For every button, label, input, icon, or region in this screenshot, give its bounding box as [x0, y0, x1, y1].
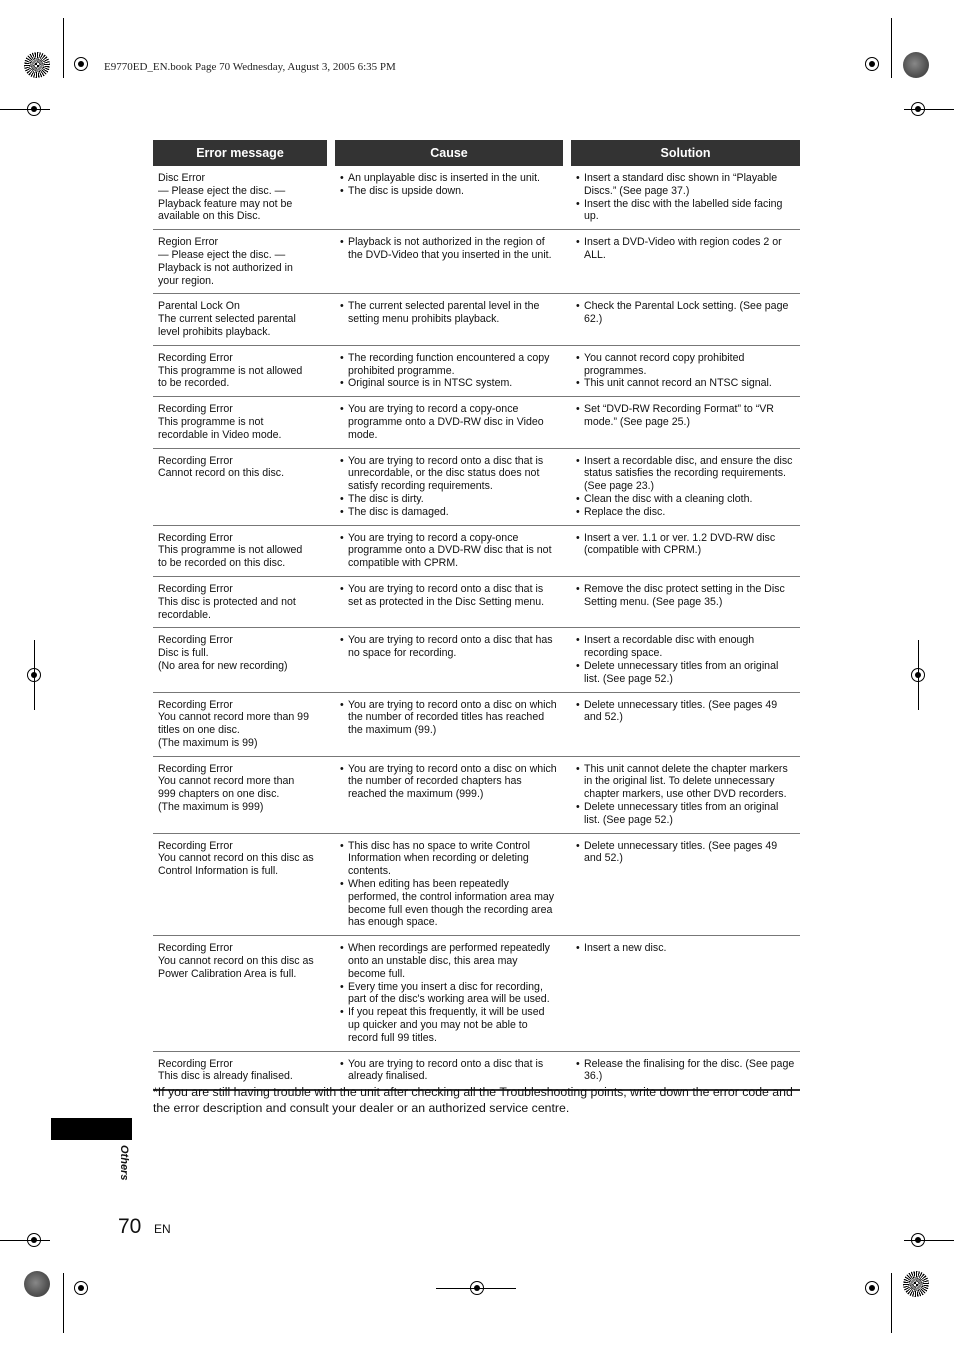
error-message-line: You cannot record more than 99	[158, 711, 309, 724]
crosshair-circle-icon	[860, 1276, 884, 1300]
error-message-line: (The maximum is 999)	[158, 801, 264, 814]
solution-item: • Replace the disc.	[576, 506, 795, 519]
solution-list	[576, 942, 795, 955]
crop-mark	[891, 18, 892, 78]
error-message-line: recordable in Video mode.	[158, 428, 282, 441]
solution-item: • Insert a recordable disc, and ensure the disc status satisfies the recording requirements. (See page 23.)	[576, 455, 795, 493]
error-message-line: Region Error	[158, 236, 219, 249]
solution-list	[576, 172, 795, 223]
error-message-line: This programme is not	[158, 415, 264, 428]
error-message-cell	[153, 230, 327, 294]
error-message-line: Recording Error	[158, 531, 233, 544]
section-label: Others	[118, 1145, 130, 1181]
error-message-line: 999 chapters on one disc.	[158, 788, 280, 801]
solution-item: • Delete unnecessary titles from an original list. (See page 52.)	[576, 660, 795, 686]
cause-item: • Original source is in NTSC system.	[340, 377, 558, 390]
solution-item: • Set “DVD-RW Recording Format” to “VR mode.” (See page 25.)	[576, 403, 795, 429]
column-header-cause: Cause	[335, 140, 563, 166]
cause-list	[340, 583, 558, 609]
solution-item: • Check the Parental Lock setting. (See page 62.)	[576, 300, 795, 326]
solution-cell	[571, 230, 800, 294]
cause-cell	[335, 833, 563, 936]
error-message-line: Recording Error	[158, 839, 233, 852]
cause-list	[340, 455, 558, 519]
solution-cell	[571, 576, 800, 627]
crop-mark	[891, 1273, 892, 1333]
solution-list	[576, 699, 795, 725]
error-message-line: Recording Error	[158, 942, 233, 955]
cause-item: • Every time you insert a disc for recording, part of the disc's working area will be used.	[340, 981, 558, 1007]
solution-cell	[571, 345, 800, 396]
solution-list	[576, 532, 795, 558]
cause-cell	[335, 397, 563, 448]
cause-item: • You are trying to record onto a disc on which the number of recorded chapters has reached the maximum (999.)	[340, 763, 558, 801]
error-message-cell	[153, 294, 327, 345]
cause-item: • The current selected parental level in the setting menu prohibits playback.	[340, 300, 558, 326]
error-message-line: Cannot record on this disc.	[158, 467, 285, 480]
error-message-cell	[153, 397, 327, 448]
error-message-line: to be recorded on this disc.	[158, 557, 286, 570]
error-message-line: You cannot record on this disc as	[158, 955, 314, 968]
solution-item: • Insert the disc with the labelled side facing up.	[576, 198, 795, 224]
cause-cell	[335, 692, 563, 756]
cause-list	[340, 300, 558, 326]
error-message-line: Recording Error	[158, 351, 233, 364]
error-message-cell	[153, 448, 327, 525]
starburst-icon	[24, 52, 50, 78]
cause-item: • An unplayable disc is inserted in the unit.	[340, 172, 558, 185]
solution-list	[576, 455, 795, 519]
solution-item: • You cannot record copy prohibited programmes.	[576, 352, 795, 378]
solution-item: • Insert a new disc.	[576, 942, 795, 955]
crop-mark	[0, 1240, 50, 1241]
cause-list	[340, 403, 558, 441]
cause-cell	[335, 576, 563, 627]
error-message-cell	[153, 692, 327, 756]
cause-item: • The recording function encountered a copy prohibited programme.	[340, 352, 558, 378]
cause-cell	[335, 166, 563, 230]
cause-item: • If you repeat this frequently, it will be used up quicker and you may not be able to record full 99 titles.	[340, 1006, 558, 1044]
error-message-cell	[153, 756, 327, 833]
error-message-cell	[153, 576, 327, 627]
cause-item: • When editing has been repeatedly performed, the control information area may become full even though the recording area has enough space.	[340, 878, 558, 929]
solution-item: • Remove the disc protect setting in the Disc Setting menu. (See page 35.)	[576, 583, 795, 609]
shaded-circle-icon	[24, 1271, 50, 1297]
cause-item: • You are trying to record a copy-once programme onto a DVD-RW disc in Video mode.	[340, 403, 558, 441]
solution-item: • Delete unnecessary titles. (See pages 49 and 52.)	[576, 840, 795, 866]
error-message-line: your region.	[158, 274, 214, 287]
error-message-line: Recording Error	[158, 454, 233, 467]
crosshair-circle-icon	[69, 1276, 93, 1300]
solution-cell	[571, 397, 800, 448]
page-language: EN	[154, 1222, 171, 1236]
shaded-circle-icon	[903, 52, 929, 78]
solution-item: • Delete unnecessary titles. (See pages 49 and 52.)	[576, 699, 795, 725]
error-message-line: This programme is not allowed	[158, 364, 303, 377]
error-message-line: This disc is already finalised.	[158, 1070, 293, 1083]
error-message-line: level prohibits playback.	[158, 325, 271, 338]
solution-cell	[571, 294, 800, 345]
cause-item: • You are trying to record onto a disc that has no space for recording.	[340, 634, 558, 660]
error-message-cell	[153, 345, 327, 396]
cause-item: • You are trying to record a copy-once programme onto a DVD-RW disc that is not compatible with CPRM.	[340, 532, 558, 570]
crop-mark	[436, 1288, 516, 1289]
cause-list	[340, 172, 558, 198]
error-message-line: Recording Error	[158, 582, 233, 595]
cause-cell	[335, 230, 563, 294]
solution-cell	[571, 936, 800, 1051]
cause-list	[340, 236, 558, 262]
solution-cell	[571, 525, 800, 576]
error-message-line: recordable.	[158, 608, 211, 621]
starburst-icon	[903, 1271, 929, 1297]
error-message-line: Parental Lock On	[158, 300, 240, 313]
error-message-line: Recording Error	[158, 1057, 233, 1070]
error-message-line: You cannot record on this disc as	[158, 852, 314, 865]
cause-item: • The disc is dirty.	[340, 493, 558, 506]
solution-item: • Insert a recordable disc with enough recording space.	[576, 634, 795, 660]
print-info: E9770ED_EN.book Page 70 Wednesday, August 3, 2005 6:35 PM	[104, 61, 396, 73]
solution-item: • This unit cannot record an NTSC signal.	[576, 377, 795, 390]
solution-list	[576, 840, 795, 866]
error-message-line: Recording Error	[158, 762, 233, 775]
solution-item: • Insert a standard disc shown in “Playable Discs.” (See page 37.)	[576, 172, 795, 198]
cause-list	[340, 840, 558, 930]
error-message-cell	[153, 628, 327, 692]
error-message-line: — Please eject the disc. —	[158, 184, 286, 197]
solution-list	[576, 403, 795, 429]
cause-list	[340, 942, 558, 1044]
solution-cell	[571, 692, 800, 756]
page-number: 70	[118, 1215, 142, 1238]
error-message-cell	[153, 166, 327, 230]
cause-list	[340, 1058, 558, 1084]
crosshair-circle-icon	[69, 52, 93, 76]
error-message-line: titles on one disc.	[158, 724, 240, 737]
solution-list	[576, 583, 795, 609]
crop-mark	[63, 18, 64, 78]
table-row	[153, 230, 800, 294]
solution-list	[576, 352, 795, 390]
error-message-line: Disc is full.	[158, 647, 209, 660]
cause-list	[340, 763, 558, 801]
solution-list	[576, 763, 795, 827]
cause-item: • The disc is upside down.	[340, 185, 558, 198]
footnote: *If you are still having trouble with the unit after checking all the Troubleshooting points, write down the error code and the error description and consult your dealer or an authorized service centre.	[153, 1085, 793, 1115]
column-header-solution: Solution	[571, 140, 800, 166]
cause-item: • When recordings are performed repeatedly onto an unstable disc, this area may become full.	[340, 942, 558, 980]
error-message-cell	[153, 936, 327, 1051]
cause-item: • You are trying to record onto a disc on which the number of recorded titles has reached the maximum (99.)	[340, 699, 558, 737]
table-row	[153, 833, 800, 936]
error-message-line: Recording Error	[158, 698, 233, 711]
table-row	[153, 448, 800, 525]
error-message-line: The current selected parental	[158, 313, 296, 326]
table-row	[153, 936, 800, 1051]
cause-item: • You are trying to record onto a disc that is set as protected in the Disc Setting menu.	[340, 583, 558, 609]
table-row	[153, 525, 800, 576]
table-row	[153, 397, 800, 448]
error-message-cell	[153, 833, 327, 936]
solution-list	[576, 300, 795, 326]
table-row	[153, 345, 800, 396]
error-message-line: Control Information is full.	[158, 865, 279, 878]
solution-cell	[571, 166, 800, 230]
solution-item: • Insert a ver. 1.1 or ver. 1.2 DVD-RW disc (compatible with CPRM.)	[576, 532, 795, 558]
error-message-line: This programme is not allowed	[158, 544, 303, 557]
solution-cell	[571, 628, 800, 692]
table-row	[153, 576, 800, 627]
solution-item: • Release the finalising for the disc. (See page 36.)	[576, 1058, 795, 1084]
cause-item: • This disc has no space to write Control Information when recording or deleting contents.	[340, 840, 558, 878]
crop-mark	[34, 640, 35, 710]
section-tab	[51, 1118, 132, 1140]
cause-list	[340, 352, 558, 390]
table-row	[153, 756, 800, 833]
cause-item: • You are trying to record onto a disc that is already finalised.	[340, 1058, 558, 1084]
cause-item: • You are trying to record onto a disc that is unrecordable, or the disc status does not satisfy recording requirements.	[340, 455, 558, 493]
cause-cell	[335, 936, 563, 1051]
solution-cell	[571, 756, 800, 833]
error-message-cell	[153, 525, 327, 576]
cause-cell	[335, 628, 563, 692]
solution-item: • This unit cannot delete the chapter markers in the original list. To delete unnecessary chapter markers, use other DVD recorders.	[576, 763, 795, 801]
solution-cell	[571, 448, 800, 525]
cause-item: • The disc is damaged.	[340, 506, 558, 519]
crosshair-circle-icon	[860, 52, 884, 76]
solution-cell	[571, 833, 800, 936]
cause-cell	[335, 294, 563, 345]
error-message-line: Recording Error	[158, 634, 233, 647]
error-table	[153, 140, 800, 1091]
error-message-line: (No area for new recording)	[158, 659, 288, 672]
error-message-line: Playback feature may not be	[158, 197, 293, 210]
solution-list	[576, 1058, 795, 1084]
crop-mark	[918, 640, 919, 710]
table-row	[153, 166, 800, 230]
column-header-error-message: Error message	[153, 140, 327, 166]
crop-mark	[0, 109, 50, 110]
error-message-line: available on this Disc.	[158, 210, 261, 223]
error-message-line: Recording Error	[158, 403, 233, 416]
table-row	[153, 628, 800, 692]
error-message-line: Disc Error	[158, 172, 206, 184]
solution-list	[576, 634, 795, 685]
table-row	[153, 294, 800, 345]
error-message-line: Power Calibration Area is full.	[158, 967, 297, 980]
solution-list	[576, 236, 795, 262]
error-message-line: to be recorded.	[158, 377, 230, 390]
cause-list	[340, 532, 558, 570]
error-message-line: — Please eject the disc. —	[158, 248, 286, 261]
error-message-line: You cannot record more than	[158, 775, 295, 788]
cause-list	[340, 634, 558, 660]
error-message-line: (The maximum is 99)	[158, 736, 258, 749]
crop-mark	[904, 1240, 954, 1241]
cause-list	[340, 699, 558, 737]
crop-mark	[904, 109, 954, 110]
cause-cell	[335, 345, 563, 396]
error-message-line: Playback is not authorized in	[158, 261, 293, 274]
error-message-line: This disc is protected and not	[158, 595, 296, 608]
crop-mark	[63, 1273, 64, 1333]
cause-cell	[335, 448, 563, 525]
cause-cell	[335, 756, 563, 833]
table-row	[153, 692, 800, 756]
solution-item: • Delete unnecessary titles from an original list. (See page 52.)	[576, 801, 795, 827]
cause-item: • Playback is not authorized in the region of the DVD-Video that you inserted in the unit.	[340, 236, 558, 262]
solution-item: • Insert a DVD-Video with region codes 2 or ALL.	[576, 236, 795, 262]
cause-cell	[335, 525, 563, 576]
solution-item: • Clean the disc with a cleaning cloth.	[576, 493, 795, 506]
